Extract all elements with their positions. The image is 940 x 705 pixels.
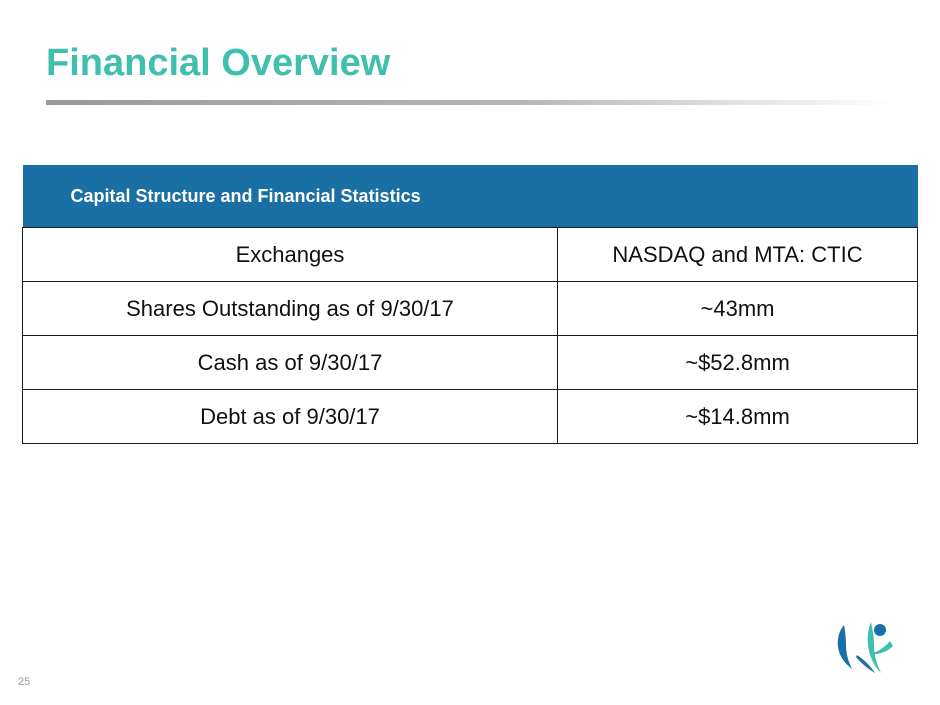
table-row: [23, 228, 918, 282]
title-divider: [46, 100, 894, 105]
table-row: [23, 282, 918, 336]
table-row: [23, 390, 918, 444]
page-number: 25: [18, 676, 31, 688]
financial-table-container: [22, 165, 917, 444]
row-value: ~$14.8mm: [558, 390, 918, 444]
table-row: [23, 336, 918, 390]
financial-table: [22, 165, 918, 444]
table-header-row: [23, 165, 918, 228]
row-label: Debt as of 9/30/17: [23, 390, 558, 444]
table-header-filler: [558, 165, 918, 228]
row-value: ~$52.8mm: [558, 336, 918, 390]
row-label: Exchanges: [23, 228, 558, 282]
table-header-label: Capital Structure and Financial Statistics: [23, 165, 558, 228]
row-label: Cash as of 9/30/17: [23, 336, 558, 390]
page-title: Financial Overview: [46, 42, 391, 84]
row-value: NASDAQ and MTA: CTIC: [558, 228, 918, 282]
row-label: Shares Outstanding as of 9/30/17: [23, 282, 558, 336]
row-value: ~43mm: [558, 282, 918, 336]
ctic-human-figure-logo: [830, 621, 902, 683]
